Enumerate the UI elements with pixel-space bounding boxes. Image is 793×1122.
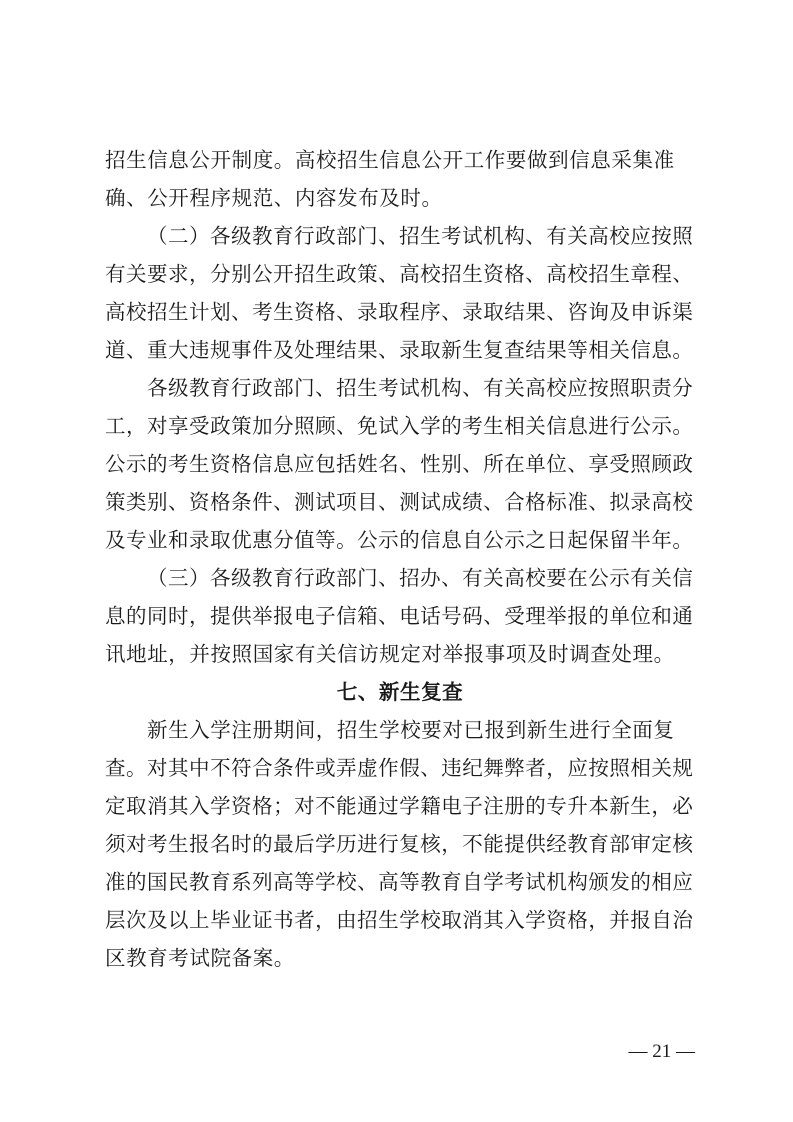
paragraph-line: （三）各级教育行政部门、招办、有关高校要在公示有关信 [147, 566, 694, 590]
paragraph-line: （二）各级教育行政部门、招生考试机构、有关高校应按照 [147, 224, 694, 248]
paragraph-line: 新生入学注册期间，招生学校要对已报到新生进行全面复 [147, 718, 675, 742]
paragraph-line: 确、公开程序规范、内容发布及时。 [105, 186, 443, 210]
paragraph-line: 及专业和录取优惠分值等。公示的信息自公示之日起保留半年。 [105, 528, 694, 552]
paragraph-line: 区教育考试院备案。 [105, 946, 295, 970]
paragraph-line: 策类别、资格条件、测试项目、测试成绩、合格标准、拟录高校 [105, 490, 694, 514]
paragraph-line: 须对考生报名时的最后学历进行复核，不能提供经教育部审定核 [105, 832, 694, 856]
paragraph-line: 息的同时，提供举报电子信箱、电话号码、受理举报的单位和通 [105, 604, 694, 628]
paragraph-line: 高校招生计划、考生资格、录取程序、录取结果、咨询及申诉渠 [105, 300, 694, 324]
paragraph-line: 准的国民教育系列高等学校、高等教育自学考试机构颁发的相应 [105, 870, 694, 894]
paragraph-line: 各级教育行政部门、招生考试机构、有关高校应按照职责分 [147, 376, 694, 400]
paragraph-line: 讯地址，并按照国家有关信访规定对举报事项及时调查处理。 [105, 642, 675, 666]
paragraph-line: 工，对享受政策加分照顾、免试入学的考生相关信息进行公示。 [105, 414, 694, 438]
paragraph-line: 定取消其入学资格；对不能通过学籍电子注册的专升本新生，必 [105, 794, 694, 818]
paragraph-line: 层次及以上毕业证书者，由招生学校取消其入学资格，并报自治 [105, 908, 694, 932]
paragraph-line: 公示的考生资格信息应包括姓名、性别、所在单位、享受照顾政 [105, 452, 694, 476]
page-number: — 21 — [628, 1041, 695, 1062]
paragraph-line: 招生信息公开制度。高校招生信息公开工作要做到信息采集准 [105, 148, 675, 172]
section-heading: 七、新生复查 [336, 680, 464, 704]
paragraph-line: 有关要求，分别公开招生政策、高校招生资格、高校招生章程、 [105, 262, 694, 286]
paragraph-line: 查。对其中不符合条件或弄虚作假、违纪舞弊者，应按照相关规 [105, 756, 694, 780]
paragraph-line: 道、重大违规事件及处理结果、录取新生复查结果等相关信息。 [105, 338, 694, 362]
